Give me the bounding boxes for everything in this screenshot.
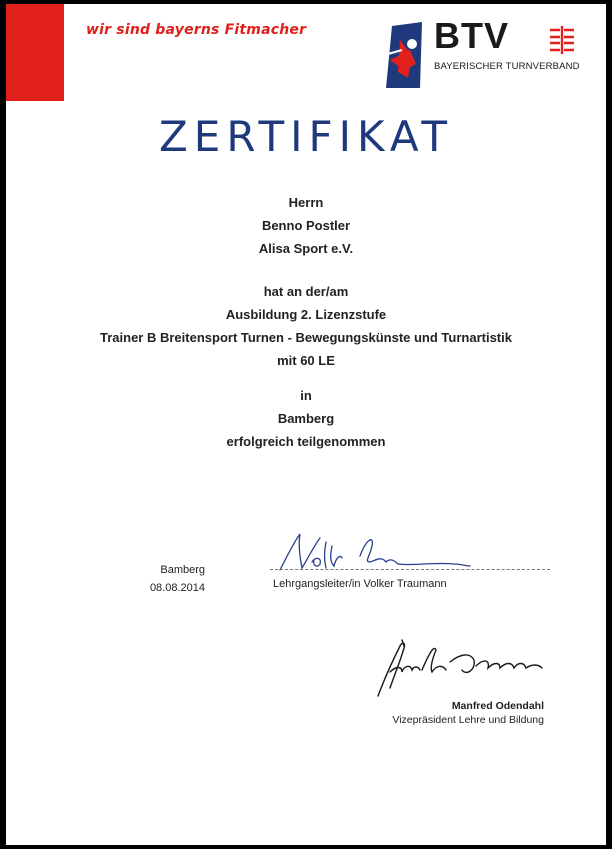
learning-units: mit 60 LE <box>277 353 335 368</box>
recipient-club: Alisa Sport e.V. <box>258 241 354 256</box>
certificate-page <box>6 4 606 845</box>
intro-text: hat an der/am <box>263 284 349 299</box>
preposition: in <box>300 388 312 403</box>
course-leader-signature <box>274 528 474 574</box>
footer-place: Bamberg <box>160 564 205 576</box>
btv-logo-text: BTV <box>434 15 509 56</box>
red-corner-block <box>6 4 64 101</box>
logo-subtitle: BAYERISCHER TURNVERBAND <box>434 61 580 72</box>
footer-date: 08.08.2014 <box>149 582 205 594</box>
salutation: Herrn <box>288 195 324 210</box>
signature-line <box>270 569 550 570</box>
signatory-role: Vizepräsident Lehre und Bildung <box>392 714 544 726</box>
recipient-name: Benno Postler <box>261 218 351 233</box>
signatory-name: Manfred Odendahl <box>451 700 544 712</box>
vice-president-signature <box>366 636 552 700</box>
result-text: erfolgreich teilgenommen <box>226 434 386 449</box>
course-name: Trainer B Breitensport Turnen - Bewegungskünste und Turnartistik <box>100 330 512 345</box>
gymnast-logo-icon <box>382 20 426 90</box>
turner-cross-emblem-icon <box>548 25 576 55</box>
course-location: Bamberg <box>277 411 335 426</box>
certificate-title: ZERTIFIKAT <box>159 112 453 161</box>
course-leader-label: Lehrgangsleiter/in Volker Traumann <box>273 578 447 590</box>
training-level: Ausbildung 2. Lizenzstufe <box>225 307 387 322</box>
slogan: wir sind bayerns Fitmacher <box>86 22 307 38</box>
